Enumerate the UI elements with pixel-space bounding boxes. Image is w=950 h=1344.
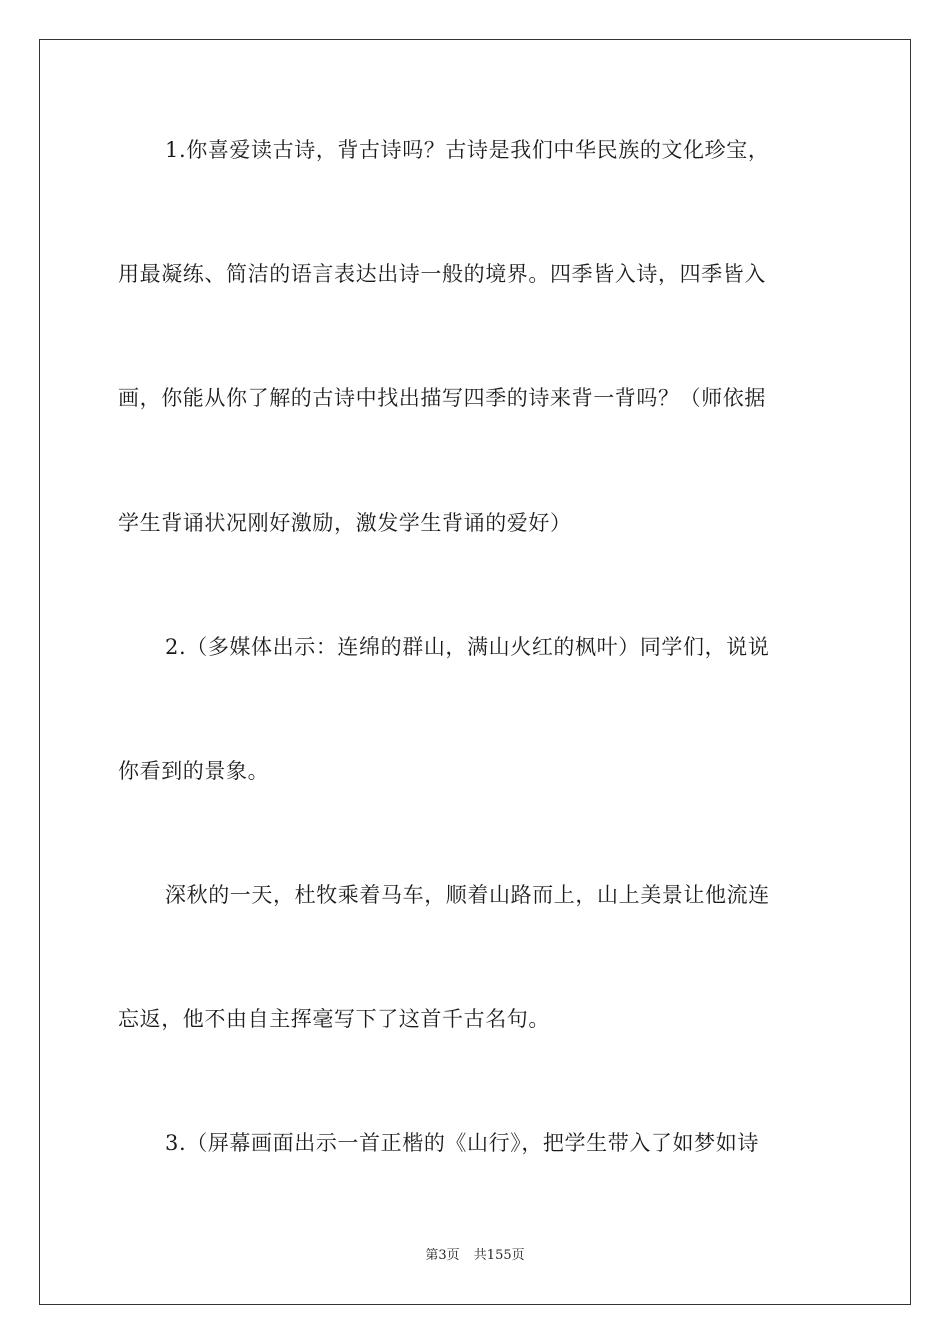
paragraph-4-line-1: 3.（屏幕画面出示一首正楷的《山行》，把学生带入了如梦如诗: [165, 1131, 759, 1155]
paragraph-1-line-2: 用最凝练、简洁的语言表达出诗一般的境界。四季皆入诗，四季皆入: [118, 262, 766, 286]
page-footer: [0, 1247, 950, 1265]
total-pages: 共155页: [473, 1248, 525, 1263]
paragraph-3-line-1: 深秋的一天，杜牧乘着马车，顺着山路而上，山上美景让他流连: [165, 883, 770, 907]
page-number: 第3页: [425, 1248, 460, 1263]
paragraph-1-line-4: 学生背诵状况刚好激励，激发学生背诵的爱好）: [118, 511, 572, 535]
paragraph-1-line-1: 1.你喜爱读古诗，背古诗吗？古诗是我们中华民族的文化珍宝，: [165, 138, 770, 162]
paragraph-2-line-2: 你看到的景象。: [118, 759, 270, 783]
page-frame: [39, 39, 911, 1305]
paragraph-3-line-2: 忘返，他不由自主挥毫写下了这首千古名句。: [118, 1007, 550, 1031]
paragraph-2-line-1: 2.（多媒体出示：连绵的群山，满山火红的枫叶）同学们，说说: [165, 635, 770, 659]
paragraph-1-line-3: 画，你能从你了解的古诗中找出描写四季的诗来背一背吗？（师依据: [118, 386, 766, 410]
